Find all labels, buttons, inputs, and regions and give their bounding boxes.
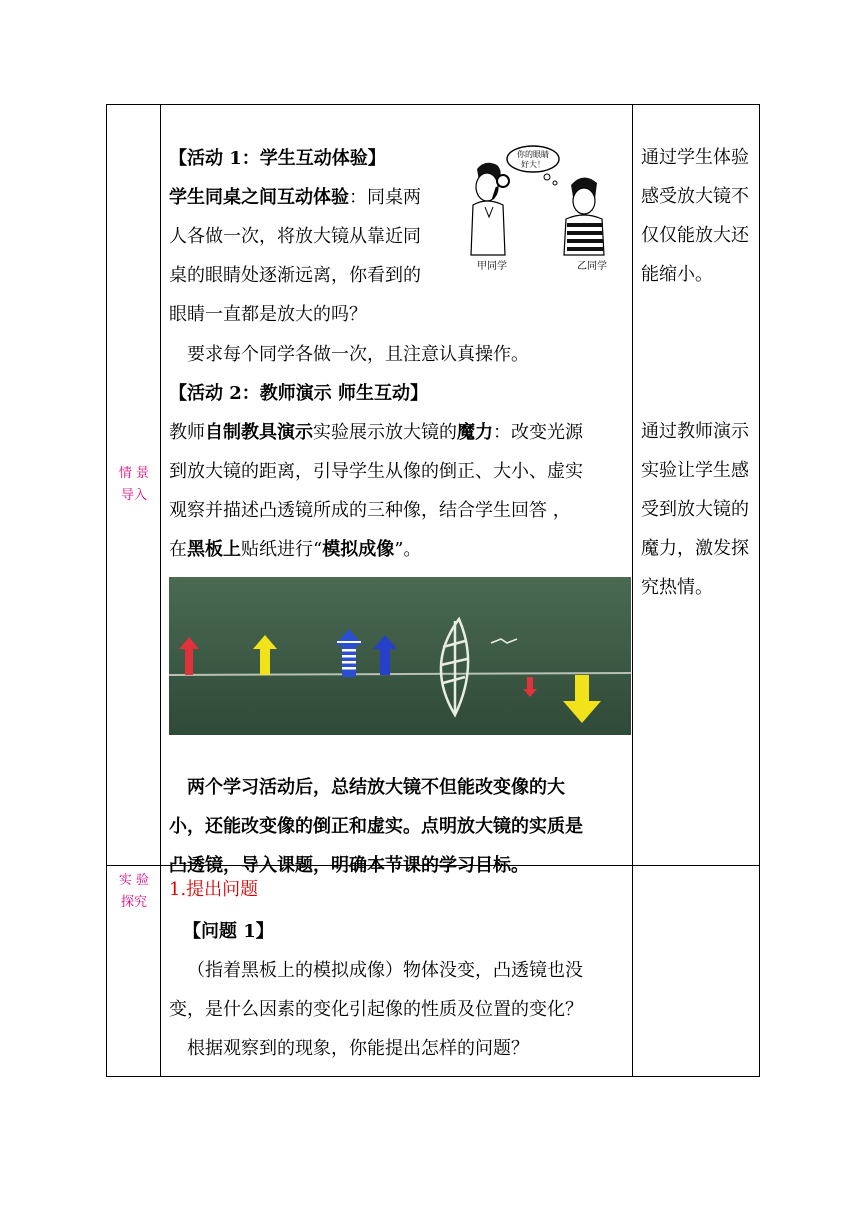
activity2-line2: 到放大镜的距离，引导学生从像的倒正、大小、虚实 bbox=[169, 461, 583, 482]
activity2-title: 【活动 2：教师演示 师生互动】 bbox=[169, 383, 429, 404]
row-experiment-inquiry bbox=[107, 866, 759, 1076]
question-line2: 变，是什么因素的变化引起像的性质及位置的变化？ bbox=[169, 999, 583, 1020]
label-student-a: 甲同学 bbox=[477, 261, 507, 272]
notes-cell bbox=[633, 866, 759, 1076]
bubble-text-2: 好大！ bbox=[521, 160, 545, 169]
question-line3: 根据观察到的现象，你能提出怎样的问题？ bbox=[187, 1038, 529, 1059]
content-cell bbox=[161, 866, 633, 1076]
activity2-line1 bbox=[169, 420, 583, 446]
notes-cell bbox=[633, 105, 759, 865]
activity1-title: 【活动 1：学生互动体验】 bbox=[169, 148, 386, 169]
lesson-table bbox=[106, 104, 760, 1077]
summary-line2: 小，还能改变像的倒正和虚实。点明放大镜的实质是 bbox=[169, 816, 583, 837]
activity2-line4-e: ”。 bbox=[394, 539, 422, 560]
question-line1: （指着黑板上的模拟成像）物体没变，凸透镜也没 bbox=[187, 960, 583, 981]
activity2-line1-e: ：改变光源 bbox=[493, 422, 583, 443]
content-cell bbox=[161, 105, 633, 876]
activity1-line1 bbox=[169, 185, 421, 211]
activity1-line3: 桌的眼睛处逐渐远离，你看到的 bbox=[169, 265, 421, 286]
summary-line1: 两个学习活动后，总结放大镜不但能改变像的大 bbox=[187, 777, 565, 798]
row-scenario-intro bbox=[107, 105, 759, 876]
section-label-line2: 探究 bbox=[120, 895, 147, 910]
section-label-line2: 导入 bbox=[120, 488, 147, 503]
label-student-b: 乙同学 bbox=[577, 261, 607, 272]
activity2-line1-a: 教师 bbox=[169, 422, 205, 443]
activity1-requirement: 要求每个同学各做一次，且注意认真操作。 bbox=[187, 344, 529, 365]
activity2-line1-bold1: 自制教具演示 bbox=[205, 422, 313, 443]
activity2-line4-bold1: 黑板上 bbox=[187, 539, 241, 560]
question-title: 【问题 1】 bbox=[183, 921, 274, 942]
activity2-line4-c: 贴纸进行“ bbox=[241, 539, 323, 560]
activity2-line1-bold2: 魔力 bbox=[457, 422, 493, 443]
activity1-line2: 人各做一次，将放大镜从靠近同 bbox=[169, 226, 421, 247]
activity1-lead: 学生同桌之间互动体验 bbox=[169, 187, 349, 208]
activity2-line3: 观察并描述凸透镜所成的三种像，结合学生回答 ， bbox=[169, 500, 571, 521]
students-illustration bbox=[463, 145, 623, 273]
activity2-line4-bold2: 模拟成像 bbox=[322, 539, 395, 560]
blackboard-photo bbox=[169, 577, 631, 735]
design-note-2: 通过教师演示实验让学生感受到放大镜的魔力，激发探究热情。 bbox=[641, 421, 749, 598]
section-label-line1: 实 验 bbox=[118, 873, 150, 888]
section-label-cell bbox=[107, 866, 161, 1076]
students-illustration-drawing bbox=[463, 145, 623, 273]
design-note-1: 通过学生体验感受放大镜不仅仅能放大还能缩小。 bbox=[641, 147, 749, 285]
section-label-cell bbox=[107, 105, 161, 865]
activity2-line4-a: 在 bbox=[169, 539, 187, 560]
activity2-line1-c: 实验展示放大镜的 bbox=[313, 422, 457, 443]
bubble-text-1: 你的眼睛 bbox=[517, 150, 549, 159]
section-label-line1: 情 景 bbox=[118, 466, 150, 481]
activity1-line4: 眼睛一直都是放大的吗？ bbox=[169, 304, 367, 325]
summary-line3: 凸透镜，导入课题，明确本节课的学习目标。 bbox=[169, 855, 529, 876]
activity1-line1-rest: ：同桌两 bbox=[349, 187, 421, 208]
blackboard-drawing bbox=[169, 577, 631, 735]
activity2-line4 bbox=[169, 537, 421, 563]
section-heading: 1.提出问题 bbox=[169, 879, 259, 900]
